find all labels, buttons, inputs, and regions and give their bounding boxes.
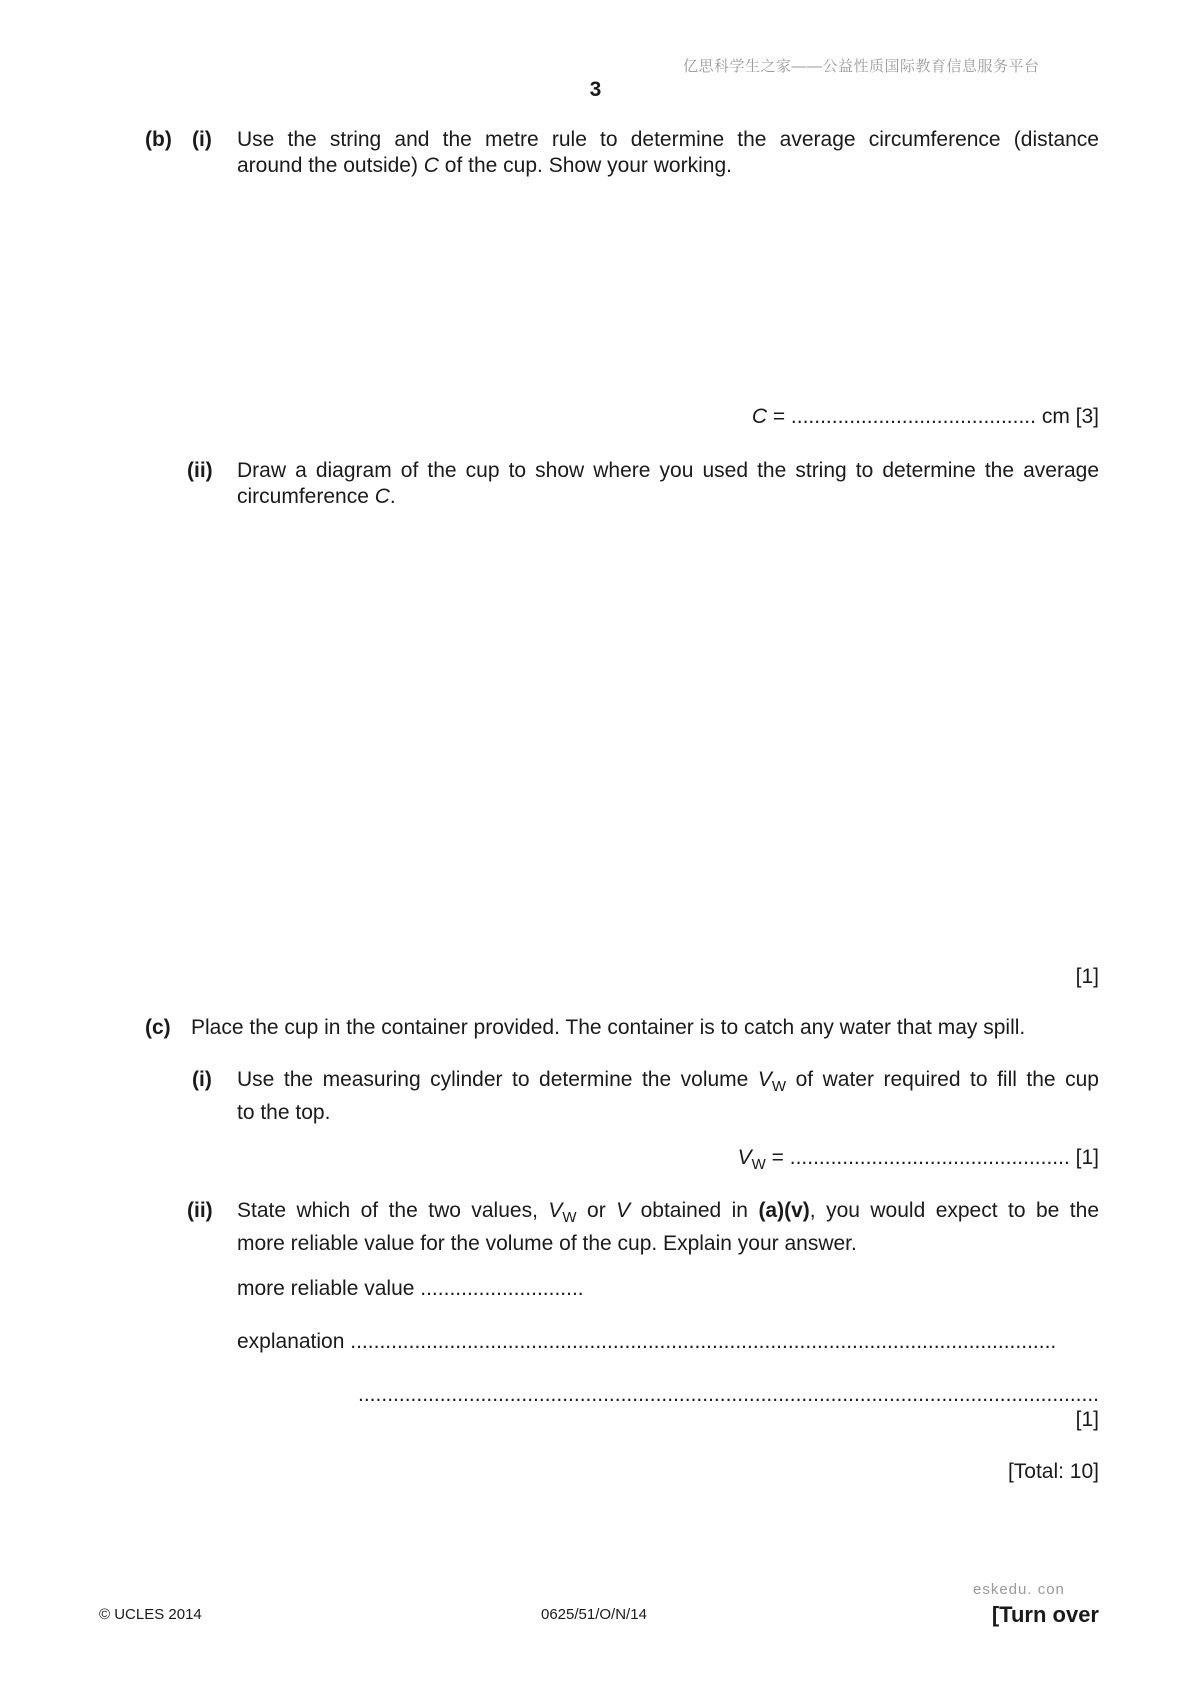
answer-line-vw[interactable]: $V_W$ = ................................................ [1] — [737, 1146, 1099, 1173]
reliable-value-line[interactable]: more reliable value ............................ — [237, 1277, 584, 1300]
watermark-header: 亿思科学生之家——公益性质国际教育信息服务平台 — [683, 58, 1040, 75]
page-number: 3 — [589, 78, 602, 101]
part-c-i-line2: to the top. — [237, 1101, 331, 1124]
watermark-footer: eskedu. con — [973, 1581, 1065, 1598]
part-b-ii-label: (ii) — [187, 459, 213, 482]
turn-over: [Turn over — [991, 1602, 1099, 1627]
part-c-label: (c) — [145, 1016, 171, 1039]
part-b-i-question — [237, 127, 1099, 179]
part-c-i-line1: Use the measuring cylinder to determine the volume $V_W$ of water required to fill the cup — [237, 1068, 1099, 1095]
part-c-intro: Place the cup in the container provided. The container is to catch any water that may spill. — [191, 1016, 1026, 1039]
part-c-ii-line2: more reliable value for the volume of the cup. Explain your answer. — [237, 1232, 857, 1255]
part-b-ii-line2: circumference C. — [237, 485, 396, 508]
part-b-ii-marks: [1] — [1075, 965, 1099, 988]
part-c-i-question — [237, 1067, 1099, 1126]
answer-line-c[interactable]: C = .......................................... cm [3] — [751, 405, 1099, 428]
part-b-ii-line1: Draw a diagram of the cup to show where you used the string to determine the average — [237, 459, 1099, 482]
explanation-line-1[interactable]: explanation ......................................................................................................................... — [237, 1330, 1057, 1353]
part-c-ii-question — [237, 1198, 1099, 1257]
part-b-i-line2: around the outside) C of the cup. Show your working. — [237, 154, 732, 177]
part-c-ii-marks: [1] — [1075, 1408, 1099, 1431]
part-b-ii-question — [237, 458, 1099, 510]
part-c-i-label: (i) — [192, 1068, 212, 1091]
part-c-ii-label: (ii) — [187, 1199, 213, 1222]
copyright: © UCLES 2014 — [99, 1606, 202, 1623]
part-b-i-line1: Use the string and the metre rule to determine the average circumference (distance — [237, 128, 1099, 151]
paper-code: 0625/51/O/N/14 — [541, 1606, 647, 1623]
diagram-drawing-area[interactable] — [237, 520, 1099, 950]
total-marks: [Total: 10] — [1007, 1460, 1099, 1483]
explanation-line-2[interactable]: ............................................................................................................................... — [358, 1383, 1099, 1406]
part-c-ii-line1: State which of the two values, $V_W$ or V obtained in (a)(v), you would expect to be the — [237, 1199, 1099, 1226]
part-b-label: (b) — [145, 128, 172, 151]
part-b-i-label: (i) — [192, 128, 212, 151]
